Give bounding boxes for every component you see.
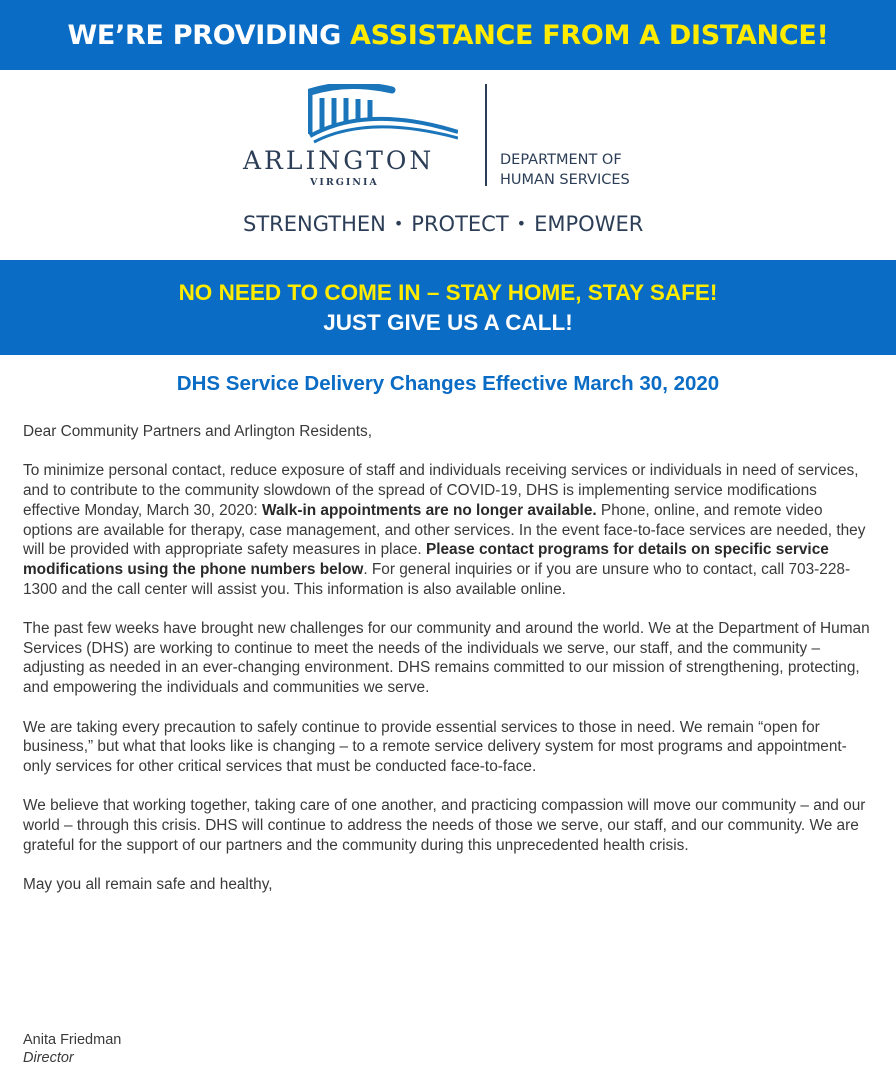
top-banner-highlight: ASSISTANCE FROM A DISTANCE! <box>350 19 829 51</box>
top-banner-text: WE’RE PROVIDING <box>67 19 342 51</box>
top-banner <box>0 0 896 70</box>
paragraph-1-text-a: To minimize personal contact, reduce exposure of staff and individuals receiving services or individuals in need of services, and to contribute to the community slowdown of the spread of COVID-19, DHS is implementing service modifications effective Monday, March 30, 2020: <box>23 462 859 519</box>
walk-in-notice: Walk-in appointments are no longer available. <box>261 501 597 519</box>
org-state: VIRGINIA <box>310 177 379 188</box>
department-name-line2: HUMAN SERVICES <box>500 172 630 188</box>
logo-divider <box>485 84 487 186</box>
tagline-word-3: EMPOWER <box>534 212 644 236</box>
tagline-separator: • <box>393 214 404 233</box>
tagline-separator: • <box>516 214 527 233</box>
tagline-word-1: STRENGTHEN <box>243 212 386 236</box>
paragraph-1-text-b: Phone, online, and remote video options are available for therapy, case management, and other services. In the event face-to-face services are needed, they will be provided with appropriate safety measures in place. <box>23 501 866 559</box>
logo-area <box>0 70 896 260</box>
org-name: ARLINGTON <box>243 146 435 175</box>
stay-home-line: NO NEED TO COME IN – STAY HOME, STAY SAFE! <box>178 279 718 305</box>
signer-name: Anita Friedman <box>23 1032 122 1048</box>
signer-title: Director <box>23 1050 74 1066</box>
paragraph-1-text-c: . For general inquiries or if you are unsure who to contact, call 703-228-1300 and the call center will assist you. This information is also available online. <box>23 560 851 598</box>
paragraph-3: We are taking every precaution to safely continue to provide essential services to those in need. We remain “open for business,” but what that looks like is changing – to a remote service delivery system for most programs and appointment-only services for other critical services that must be conducted face-to-face. <box>23 718 847 775</box>
call-us-line: JUST GIVE US A CALL! <box>323 309 573 335</box>
arlington-house-logo-icon <box>308 84 458 151</box>
letter-body <box>23 422 875 914</box>
paragraph-2: The past few weeks have brought new challenges for our community and around the world. We at the Department of Human Services (DHS) are working to continue to meet the needs of the individuals we serve, our staff, and the community – adjusting as needed in an ever-changing environment. DHS remains committed to our mission of strengthening, protecting, and empowering the individuals and communities we serve. <box>23 620 870 697</box>
salutation: Dear Community Partners and Arlington Residents, <box>23 423 373 440</box>
contact-programs-notice: Please contact programs for details on specific service modifications using the phone numbers below <box>23 541 829 578</box>
tagline <box>243 212 643 236</box>
stay-home-banner <box>0 260 896 355</box>
paragraph-4: We believe that working together, taking care of one another, and practicing compassion will move our community – and our world – through this crisis. DHS will continue to address the needs of those we serve, our staff, and our community. We are grateful for the support of our partners and the community during this unprecedented health crisis. <box>23 797 866 854</box>
signature <box>23 1031 121 1067</box>
department-name <box>500 150 630 190</box>
tagline-word-2: PROTECT <box>411 212 509 236</box>
paragraph-1 <box>23 461 875 599</box>
page-title: DHS Service Delivery Changes Effective March 30, 2020 <box>176 372 720 395</box>
department-name-line1: DEPARTMENT OF <box>500 152 622 168</box>
closing: May you all remain safe and healthy, <box>23 876 273 894</box>
